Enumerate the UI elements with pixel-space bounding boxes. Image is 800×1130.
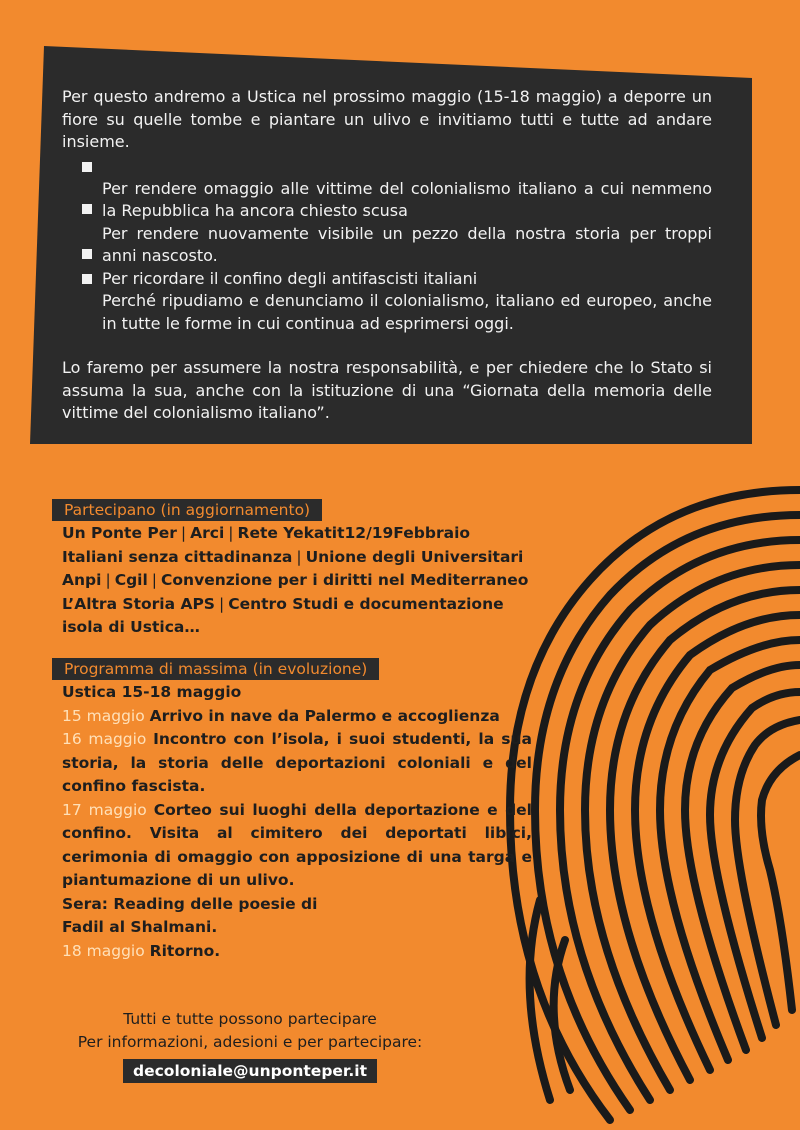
list-item: Perché ripudiamo e denunciamo il colonialismo, italiano ed europeo, anche in tutte le forme in cui continua ad esprimersi oggi. xyxy=(102,291,712,333)
program-list xyxy=(62,681,532,963)
program-subtitle: Ustica 15-18 maggio xyxy=(62,683,242,701)
participant-line xyxy=(62,616,582,640)
bullet-square-icon xyxy=(82,204,92,214)
participant-name: Italiani senza cittadinanza xyxy=(62,547,293,566)
program-day: Fadil al Shalmani. xyxy=(62,918,218,936)
participant-name: Centro Studi e documentazione xyxy=(228,594,504,613)
program-day: 15 maggio Arrivo in nave da Palermo e accoglienza xyxy=(62,706,500,725)
intro-bullet-list xyxy=(62,156,712,336)
participant-name: Rete Yekatit12/19Febbraio xyxy=(237,524,471,542)
intro-text xyxy=(62,86,712,425)
bullet-square-icon xyxy=(82,162,92,172)
participant-name: Unione degli Universitari xyxy=(305,547,524,566)
bullet-square-icon xyxy=(82,274,92,284)
intro-paragraph: Per questo andremo a Ustica nel prossimo maggio (15-18 maggio) a deporre un fiore su quelle tombe e piantare un ulivo e invitiamo tutti e tutte ad andare insieme. xyxy=(62,87,712,151)
separator: | xyxy=(218,594,225,613)
participant-name: Convenzione per i diritti nel Mediterraneo xyxy=(161,571,529,589)
participant-name: Arci xyxy=(190,524,225,542)
list-item: Per rendere omaggio alle vittime del colonialismo italiano a cui nemmeno la Repubblica ha ancora chiesto scusa xyxy=(62,178,712,223)
footer xyxy=(40,1008,460,1083)
intro-closing-paragraph: Lo faremo per assumere la nostra responsabilità, e per chiedere che lo Stato si assuma la sua, anche con la istituzione di una “Giornata della memoria delle vittime del colonialismo italiano”. xyxy=(62,358,712,422)
separator: | xyxy=(180,524,187,542)
participant-line xyxy=(62,522,582,546)
participants-list xyxy=(62,522,582,640)
participant-name: Cgil xyxy=(114,571,148,589)
program-day: 18 maggio Ritorno. xyxy=(62,941,221,960)
separator: | xyxy=(228,524,234,542)
participant-line xyxy=(62,569,582,593)
participant-name: L’Altra Storia APS xyxy=(62,594,215,613)
participant-line xyxy=(62,546,582,570)
separator: | xyxy=(151,571,158,589)
program-day: 16 maggio Incontro con l’isola, i suoi studenti, la sua storia, la storia delle deportazioni coloniali e del confino fascista. xyxy=(62,730,532,795)
list-item: Per ricordare il confino degli antifascisti italiani xyxy=(62,268,712,291)
participant-name: isola di Ustica… xyxy=(62,618,200,636)
footer-line-1: Tutti e tutte possono partecipare xyxy=(123,1010,377,1028)
participant-line xyxy=(62,593,582,617)
program-heading: Programma di massima (in evoluzione) xyxy=(52,658,379,680)
list-item xyxy=(62,156,712,178)
participant-name: Anpi xyxy=(62,571,102,589)
bullet-square-icon xyxy=(82,249,92,259)
contact-email[interactable]: decoloniale@unponteper.it xyxy=(123,1059,377,1083)
participants-heading: Partecipano (in aggiornamento) xyxy=(52,499,322,521)
separator: | xyxy=(105,571,111,589)
list-item: Per rendere nuovamente visibile un pezzo della nostra storia per troppi anni nascosto. xyxy=(62,223,712,268)
separator: | xyxy=(296,547,302,566)
program-day: 17 maggio Corteo sui luoghi della deportazione e del confino. Visita al cimitero dei deportati libici, cerimonia di omaggio con apposizione di una targa e piantumazione di un ulivo. xyxy=(62,800,532,889)
program-day: Sera: Reading delle poesie di xyxy=(62,894,318,913)
participant-name: Un Ponte Per xyxy=(62,524,177,542)
footer-line-2: Per informazioni, adesioni e per partecipare: xyxy=(77,1033,423,1051)
